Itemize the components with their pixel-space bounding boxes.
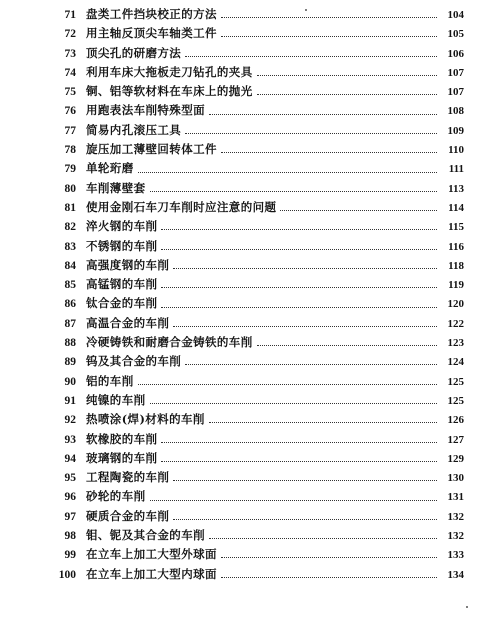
entry-title: 单轮珩磨	[86, 161, 134, 176]
entry-title: 旋压加工薄壁回转体工件	[86, 142, 217, 157]
dot-leader	[257, 94, 437, 95]
entry-title: 盘类工件挡块校正的方法	[86, 7, 217, 21]
toc-entry	[44, 275, 464, 294]
table-of-contents	[44, 5, 464, 584]
entry-page: 120	[447, 298, 464, 311]
dot-leader	[209, 422, 437, 423]
dot-leader	[209, 114, 437, 115]
toc-entry	[44, 449, 464, 468]
toc-entry	[44, 333, 464, 352]
entry-number: 98	[64, 530, 76, 543]
entry-page: 107	[447, 66, 464, 79]
entry-page: 110	[448, 144, 464, 157]
dot-leader	[161, 307, 437, 308]
toc-entry	[44, 487, 464, 506]
entry-number: 71	[64, 9, 76, 21]
dot-leader	[173, 268, 437, 269]
entry-number: 73	[64, 47, 76, 60]
entry-number: 92	[64, 414, 76, 427]
entry-page: 118	[448, 259, 464, 272]
entry-number: 94	[64, 452, 76, 465]
scan-speck	[466, 606, 468, 608]
entry-title: 在立车上加工大型外球面	[86, 547, 217, 562]
entry-page: 111	[448, 163, 464, 176]
toc-entry	[44, 198, 464, 217]
dot-leader	[173, 480, 437, 481]
entry-page: 115	[448, 221, 464, 234]
entry-number: 84	[64, 259, 76, 272]
entry-number: 81	[64, 201, 76, 214]
entry-title: 冷硬铸铁和耐磨合金铸铁的车削	[86, 335, 253, 350]
entry-title: 钨及其合金的车削	[86, 354, 182, 369]
entry-page: 119	[448, 279, 464, 292]
entry-number: 80	[64, 182, 76, 195]
entry-page: 123	[447, 337, 464, 350]
entry-title: 不锈钢的车削	[86, 238, 158, 253]
toc-entry	[44, 468, 464, 487]
entry-page: 114	[448, 201, 464, 214]
dot-leader	[150, 191, 438, 192]
entry-title: 利用车床大拖板走刀钻孔的夹具	[86, 64, 253, 79]
toc-entry	[44, 24, 464, 43]
entry-page: 104	[447, 9, 464, 21]
entry-number: 78	[64, 144, 76, 157]
entry-title: 简易内孔滚压工具	[86, 122, 182, 137]
entry-title: 砂轮的车削	[86, 489, 146, 504]
scan-speck	[305, 9, 307, 11]
entry-number: 85	[64, 279, 76, 292]
entry-page: 129	[447, 452, 464, 465]
dot-leader	[150, 403, 438, 404]
toc-entry	[44, 140, 464, 159]
entry-title: 纯镍的车削	[86, 392, 146, 407]
dot-leader	[161, 249, 437, 250]
dot-leader	[221, 152, 437, 153]
dot-leader	[280, 210, 437, 211]
dot-leader	[221, 17, 437, 18]
toc-entry	[44, 101, 464, 120]
dot-leader	[173, 326, 437, 327]
toc-entry	[44, 410, 464, 429]
entry-title: 铜、铝等软材料在车床上的抛光	[86, 84, 253, 99]
entry-title: 在立车上加工大型内球面	[86, 566, 217, 581]
entry-number: 91	[64, 394, 76, 407]
entry-title: 玻璃钢的车削	[86, 450, 158, 465]
dot-leader	[257, 345, 437, 346]
entry-page: 131	[447, 491, 464, 504]
toc-entry	[44, 294, 464, 313]
entry-number: 90	[64, 375, 76, 388]
entry-page: 127	[447, 433, 464, 446]
entry-title: 钛合金的车削	[86, 296, 158, 311]
toc-entry	[44, 44, 464, 63]
entry-number: 93	[64, 433, 76, 446]
entry-page: 122	[447, 317, 464, 330]
entry-page: 125	[447, 394, 464, 407]
entry-page: 133	[447, 549, 464, 562]
toc-entry	[44, 430, 464, 449]
toc-entry	[44, 507, 464, 526]
entry-number: 74	[64, 66, 76, 79]
entry-title: 铝的车削	[86, 373, 134, 388]
entry-number: 88	[64, 337, 76, 350]
entry-title: 顶尖孔的研磨方法	[86, 45, 182, 60]
entry-page: 113	[448, 182, 464, 195]
entry-number: 77	[64, 124, 76, 137]
entry-title: 钼、铌及其合金的车削	[86, 528, 205, 543]
toc-entry	[44, 237, 464, 256]
entry-title: 淬火钢的车削	[86, 219, 158, 234]
toc-entry	[44, 63, 464, 82]
toc-entry	[44, 372, 464, 391]
entry-number: 86	[64, 298, 76, 311]
entry-title: 软橡胶的车削	[86, 431, 158, 446]
entry-number: 96	[64, 491, 76, 504]
entry-title: 硬质合金的车削	[86, 508, 170, 523]
dot-leader	[185, 56, 437, 57]
entry-page: 132	[447, 510, 464, 523]
entry-title: 车削薄壁套	[86, 180, 146, 195]
toc-entry	[44, 314, 464, 333]
dot-leader	[138, 172, 437, 173]
toc-entry	[44, 179, 464, 198]
entry-number: 97	[64, 510, 76, 523]
entry-page: 107	[447, 86, 464, 99]
toc-entry	[44, 5, 464, 24]
toc-entry	[44, 545, 464, 564]
dot-leader	[185, 364, 437, 365]
dot-leader	[150, 500, 438, 501]
entry-page: 105	[447, 28, 464, 41]
entry-page: 132	[447, 530, 464, 543]
entry-title: 工程陶瓷的车削	[86, 470, 170, 485]
entry-page: 106	[447, 47, 464, 60]
dot-leader	[161, 229, 437, 230]
entry-number: 75	[64, 86, 76, 99]
entry-page: 126	[447, 414, 464, 427]
entry-number: 99	[64, 549, 76, 562]
dot-leader	[221, 36, 437, 37]
dot-leader	[221, 557, 437, 558]
dot-leader	[161, 442, 437, 443]
dot-leader	[138, 384, 437, 385]
dot-leader	[185, 133, 437, 134]
entry-title: 高强度钢的车削	[86, 257, 170, 272]
toc-entry	[44, 121, 464, 140]
entry-number: 87	[64, 317, 76, 330]
entry-page: 124	[447, 356, 464, 369]
entry-title: 用跑表法车削特殊型面	[86, 103, 205, 118]
entry-number: 76	[64, 105, 76, 118]
entry-number: 72	[64, 28, 76, 41]
entry-title: 高锰钢的车削	[86, 277, 158, 292]
entry-number: 100	[58, 568, 76, 581]
dot-leader	[221, 577, 437, 578]
toc-entry	[44, 217, 464, 236]
entry-title: 用主轴反顶尖车轴类工件	[86, 26, 217, 41]
toc-entry	[44, 352, 464, 371]
entry-page: 134	[447, 568, 464, 581]
entry-title: 使用金刚石车刀车削时应注意的问题	[86, 199, 277, 214]
toc-entry	[44, 391, 464, 410]
entry-number: 82	[64, 221, 76, 234]
dot-leader	[209, 538, 437, 539]
dot-leader	[161, 461, 437, 462]
entry-title: 高温合金的车削	[86, 315, 170, 330]
entry-page: 109	[447, 124, 464, 137]
toc-entry	[44, 565, 464, 584]
entry-page: 108	[447, 105, 464, 118]
dot-leader	[173, 519, 437, 520]
dot-leader	[161, 287, 437, 288]
toc-entry	[44, 526, 464, 545]
entry-title: 热喷涂(焊)材料的车削	[86, 412, 205, 427]
entry-number: 95	[64, 472, 76, 485]
toc-entry	[44, 82, 464, 101]
entry-page: 130	[447, 472, 464, 485]
dot-leader	[257, 75, 437, 76]
entry-number: 89	[64, 356, 76, 369]
entry-page: 116	[448, 240, 464, 253]
toc-entry	[44, 256, 464, 275]
toc-entry	[44, 159, 464, 178]
entry-number: 79	[64, 163, 76, 176]
entry-page: 125	[447, 375, 464, 388]
entry-number: 83	[64, 240, 76, 253]
